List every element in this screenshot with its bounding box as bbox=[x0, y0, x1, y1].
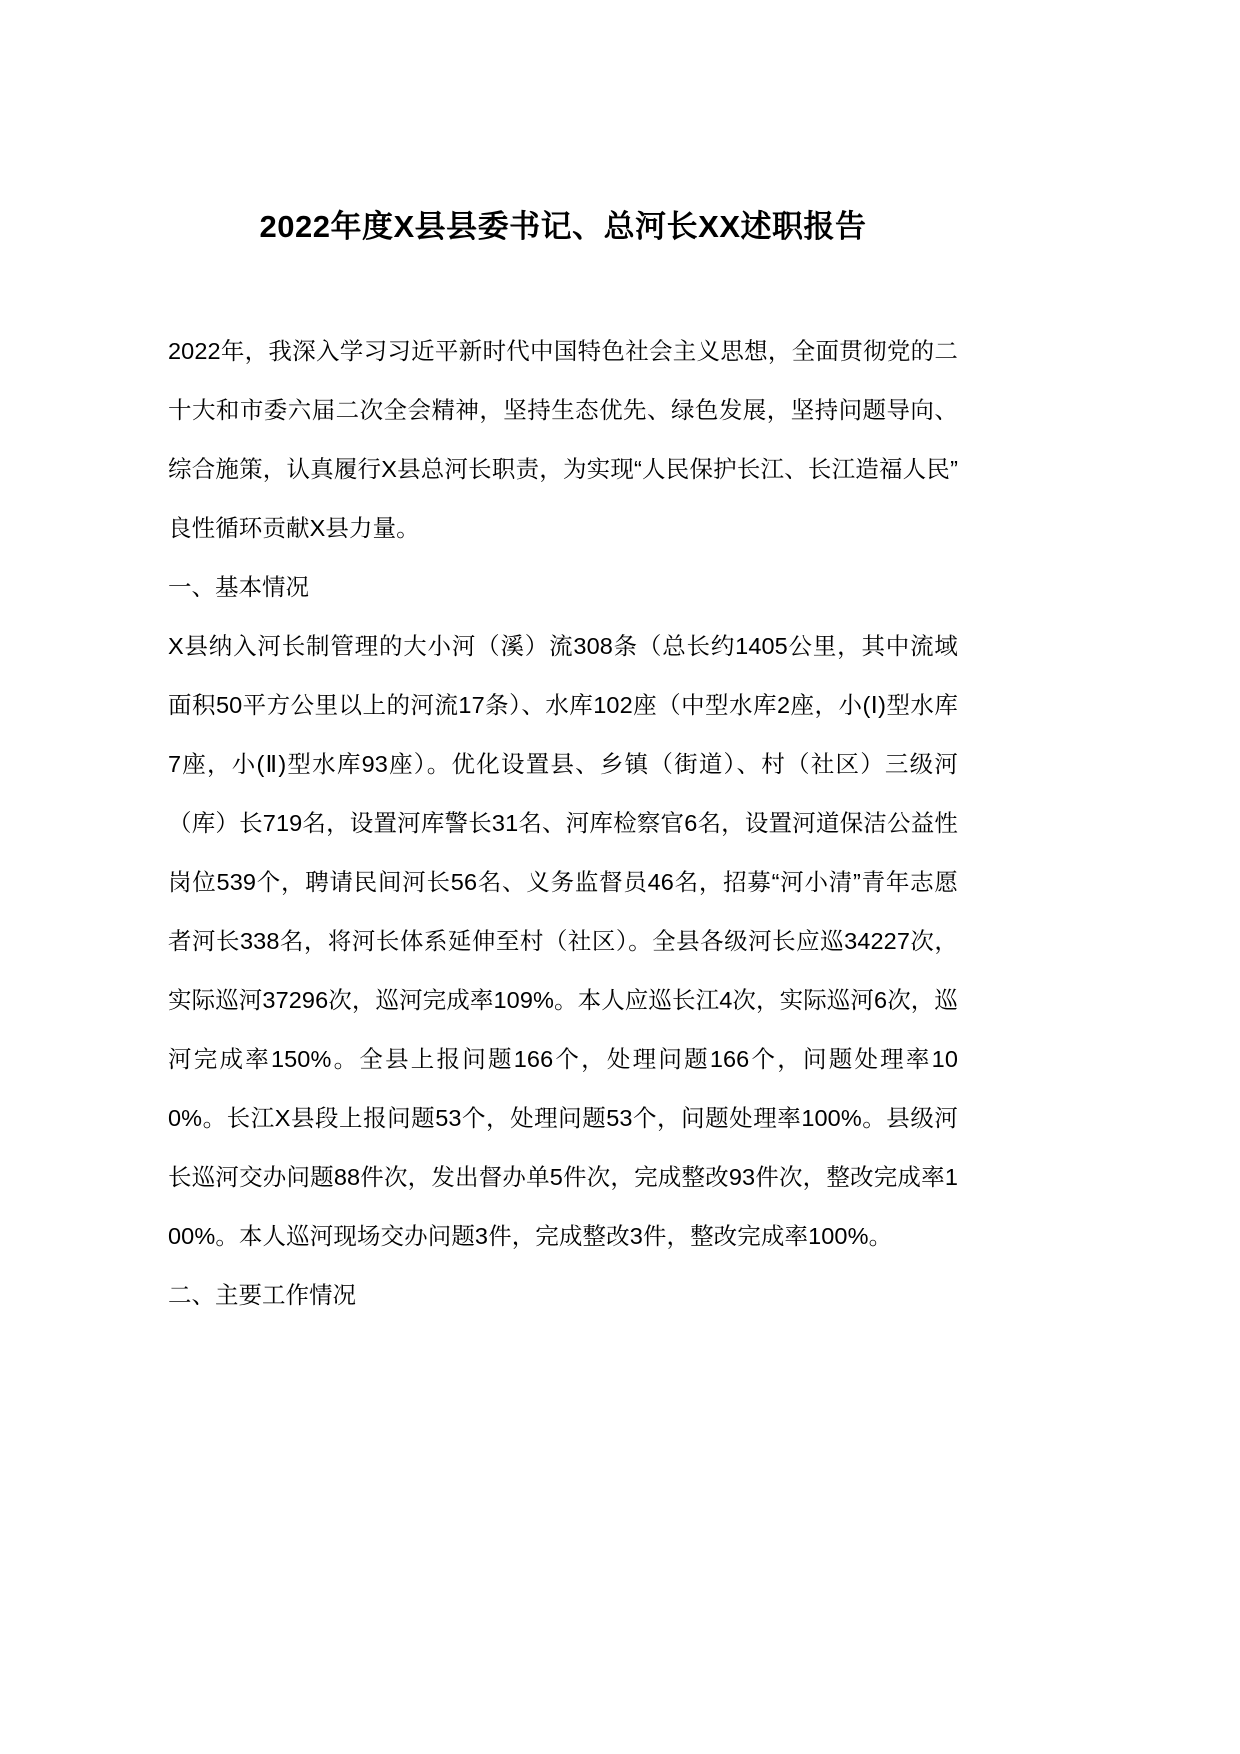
page-title: 2022年度X县县委书记、总河长XX述职报告 bbox=[259, 209, 867, 244]
intro-paragraph: 2022年，我深入学习习近平新时代中国特色社会主义思想，全面贯彻党的二十大和市委六届二次全会精神，坚持生态优先、绿色发展，坚持问题导向、综合施策，认真履行X县总河长职责，为实现“人民保护长江、长江造福人民”良性循环贡献X县力量。 bbox=[168, 338, 958, 542]
basic-situation-paragraph: X县纳入河长制管理的大小河（溪）流308条（总长约1405公里，其中流域面积50平方公里以上的河流17条）、水库102座（中型水库2座，小(Ⅰ)型水库7座，小(Ⅱ)型水库93座）。优化设置县、乡镇（街道）、村（社区）三级河（库）长719名，设置河库警长31名、河库检察官6名，设置河道保洁公益性岗位539个，聘请民间河长56名、义务监督员46名，招募“河小清”青年志愿者河长338名，将河长体系延伸至村（社区）。全县各级河长应巡34227次，实际巡河37296次，巡河完成率109%。本人应巡长江4次，实际巡河6次，巡河完成率150%。全县上报问题166个，处理问题166个，问题处理率100%。长江X县段上报问题53个，处理问题53个，问题处理率100%。县级河长巡河交办问题88件次，发出督办单5件次，完成整改93件次，整改完成率100%。本人巡河现场交办问题3件，完成整改3件，整改完成率100%。 bbox=[168, 633, 958, 1250]
section-heading-2: 二、主要工作情况 bbox=[168, 1282, 356, 1309]
document-content bbox=[168, 0, 958, 1325]
section-heading-1: 一、基本情况 bbox=[168, 574, 309, 601]
title-spacer bbox=[168, 248, 958, 322]
